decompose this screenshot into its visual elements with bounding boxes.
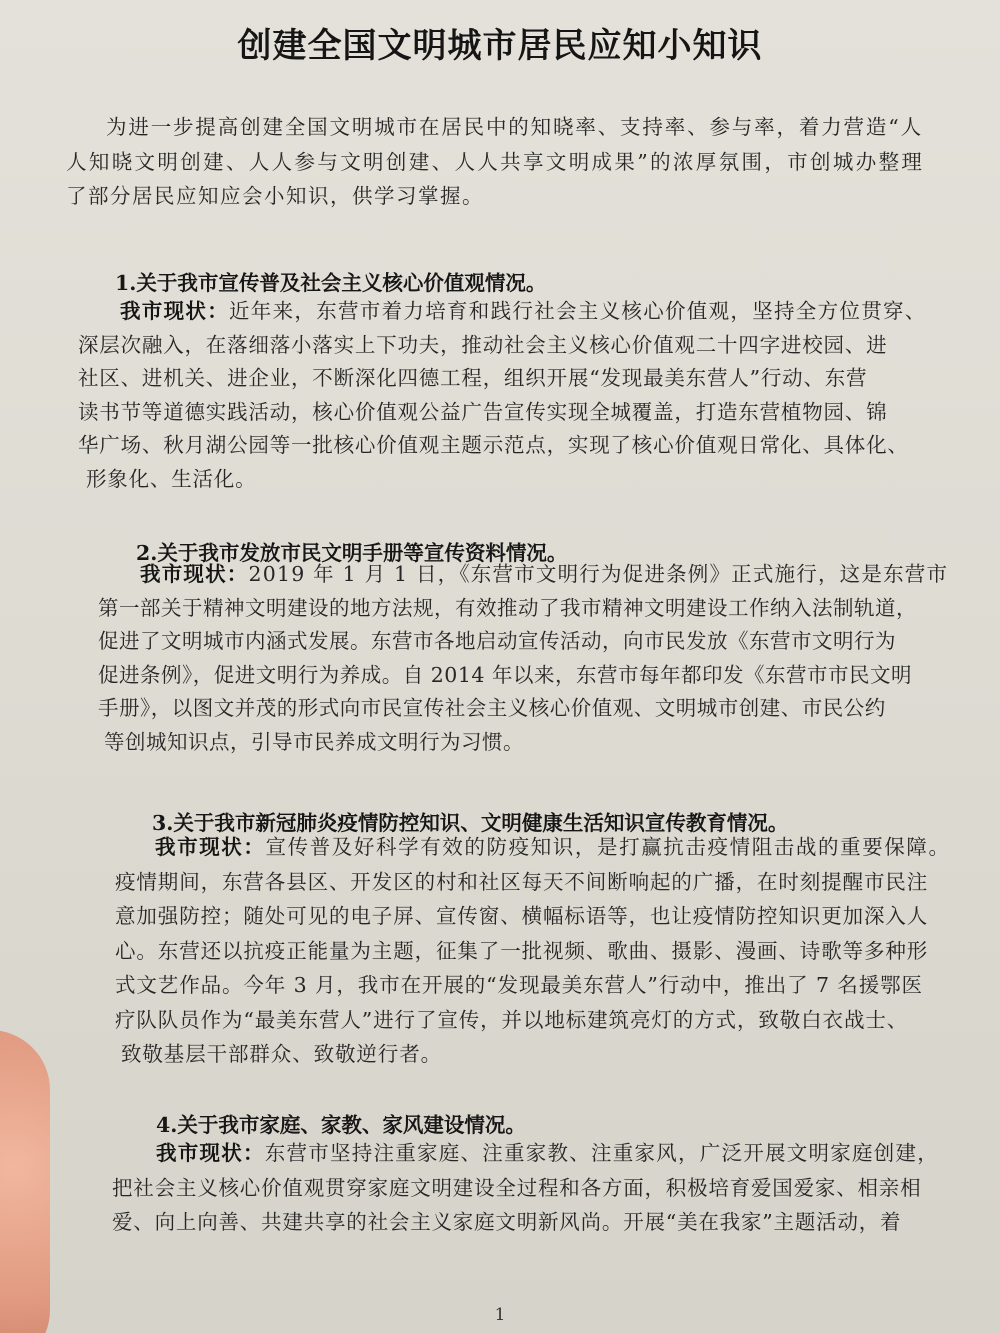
body-line: 华广场、秋月湖公园等一批核心价值观主题示范点，实现了核心价值观日常化、具体化、 (78, 433, 909, 458)
body-line: 我市现状：东营市坚持注重家庭、注重家教、注重家风，广泛开展文明家庭创建， (156, 1141, 939, 1165)
page-number: 1 (494, 1305, 506, 1325)
section-2-body (98, 563, 958, 754)
body-line: 式文艺作品。今年 3 月，我市在开展的“发现最美东营人”行动中，推出了 7 名援鄂医 (115, 973, 923, 998)
section-4-heading: 4.关于我市家庭、家教、家风建设情况。 (156, 1113, 526, 1137)
body-line: 社区、进机关、进企业，不断深化四德工程，组织开展“发现最美东营人”行动、东营 (78, 366, 868, 391)
section-4-lead: 我市现状： (156, 1141, 265, 1165)
body-line: 爱、向上向善、共建共享的社会主义家庭文明新风尚。开展“美在我家”主题活动，着 (112, 1210, 902, 1235)
body-line: 深层次融入，在落细落小落实上下功夫，推动社会主义核心价值观二十四字进校园、进 (78, 332, 888, 357)
section-3-body (115, 836, 975, 1067)
intro-line: 为进一步提高创建全国文明城市在居民中的知晓率、支持率、参与率，着力营造“人 (106, 115, 923, 139)
body-line: 促进了文明城市内涵式发展。东营市各地启动宣传活动，向市民发放《东营市文明行为 (98, 629, 896, 654)
body-line: 把社会主义核心价值观贯穿家庭文明建设全过程和各方面，积极培育爱国爱家、相亲相 (112, 1175, 922, 1200)
body-line: 疫情期间，东营各县区、开发区的村和社区每天不间断响起的广播，在时刻提醒市民注 (115, 869, 929, 894)
body-line: 促进条例》，促进文明行为养成。自 2014 年以来，东营市每年都印发《东营市市民文明 (98, 662, 912, 687)
body-line: 我市现状：宣传普及好科学有效的防疫知识，是打赢抗击疫情阻击战的重要保障。 (155, 835, 951, 859)
body-line: 手册》，以图文并茂的形式向市民宣传社会主义核心价值观、文明城市创建、市民公约 (98, 696, 886, 721)
body-line: 形象化、生活化。 (86, 466, 257, 491)
body-line: 我市现状：近年来，东营市着力培育和践行社会主义核心价值观，坚持全方位贯穿、 (120, 299, 927, 323)
intro-line: 人知晓文明创建、人人参与文明创建、人人共享文明成果”的浓厚氛围，市创城办整理 (66, 149, 925, 174)
section-1-lead: 我市现状： (120, 299, 229, 323)
body-line: 我市现状：2019 年 1 月 1 日，《东营市文明行为促进条例》正式施行，这是东营市 (140, 562, 949, 586)
body-line: 心。东营还以抗疫正能量为主题，征集了一批视频、歌曲、摄影、漫画、诗歌等多种形 (115, 938, 929, 963)
body-line: 等创城知识点，引导市民养成文明行为习惯。 (104, 729, 524, 754)
section-2-lead: 我市现状： (140, 562, 249, 586)
intro-paragraph (66, 116, 946, 209)
finger-in-frame (0, 1030, 50, 1333)
body-line: 疗队队员作为“最美东营人”进行了宣传，并以地标建筑亮灯的方式，致敬白衣战士、 (115, 1007, 909, 1032)
body-line: 致敬基层干部群众、致敬逆行者。 (121, 1042, 442, 1067)
section-4-body (112, 1142, 972, 1235)
section-3-heading: 3.关于我市新冠肺炎疫情防控知识、文明健康生活知识宣传教育情况。 (152, 811, 789, 835)
section-3-lead: 我市现状： (155, 835, 266, 859)
intro-line: 了部分居民应知应会小知识，供学习掌握。 (66, 184, 484, 209)
body-line: 读书节等道德实践活动，核心价值观公益广告宣传实现全城覆盖，打造东营植物园、锦 (78, 399, 888, 424)
body-line: 第一部关于精神文明建设的地方法规，有效推动了我市精神文明建设工作纳入法制轨道， (98, 595, 917, 620)
page-title: 创建全国文明城市居民应知小知识 (237, 26, 763, 66)
section-1-heading: 1.关于我市宣传普及社会主义核心价值观情况。 (115, 271, 547, 295)
section-2-heading: 2.关于我市发放市民文明手册等宣传资料情况。 (136, 541, 568, 565)
section-1-body (78, 300, 958, 491)
body-line: 意加强防控；随处可见的电子屏、宣传窗、横幅标语等，也让疫情防控知识更加深入人 (115, 904, 929, 929)
